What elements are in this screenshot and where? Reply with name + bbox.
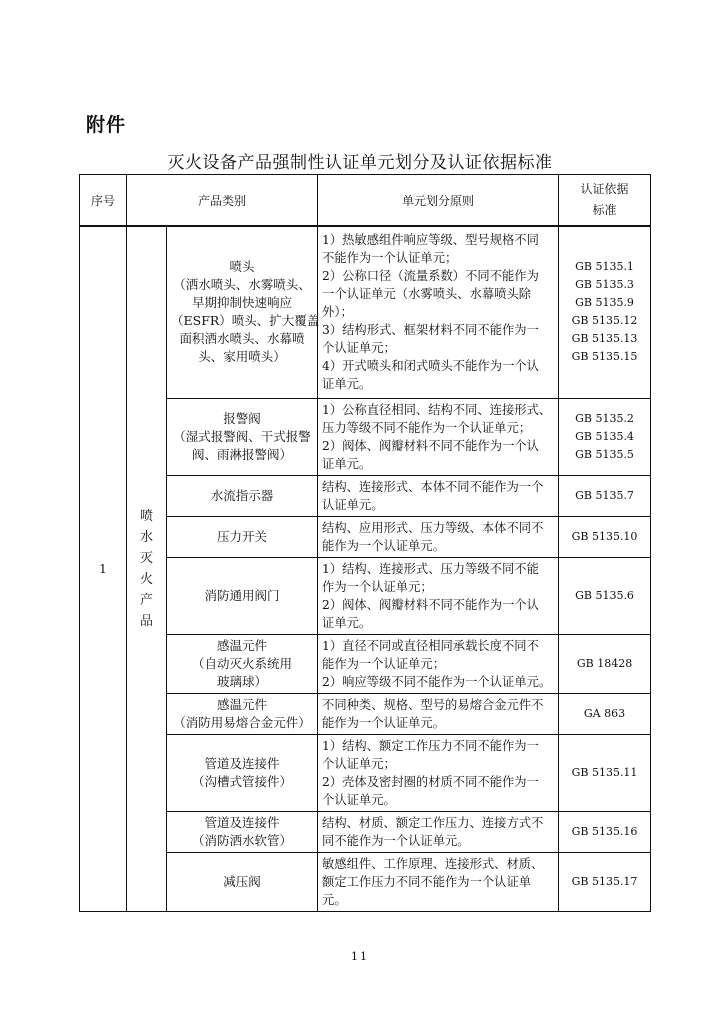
- product-line: （沟槽式管接件）: [192, 773, 293, 789]
- product-cell: [167, 734, 318, 811]
- rule-line: 2）公称口径（流量系数）不同不能作为: [322, 269, 539, 284]
- standard-line: GB 5135.7: [575, 488, 634, 502]
- product-line: （自动灭火系统用: [192, 655, 293, 671]
- standard-line: GB 5135.11: [571, 765, 638, 779]
- standard-cell: [559, 734, 651, 811]
- certification-table: [79, 174, 651, 912]
- product-cell: [167, 693, 318, 734]
- rule-line: 1）直径不同或直径相同承载长度不同不: [322, 638, 539, 653]
- rule-line: 压力等级不同不能作为一个认证单元；: [322, 420, 532, 435]
- rule-line: 个认证单元；: [322, 756, 396, 771]
- product-category-cell: [127, 226, 167, 911]
- standard-line: GB 5135.12: [571, 314, 638, 328]
- rule-line: 元。: [322, 892, 347, 907]
- product-line: 报警阀: [223, 410, 261, 426]
- rule-line: 个认证单元；: [322, 341, 396, 356]
- standard-line: GB 5135.15: [571, 350, 638, 364]
- header-standard-line: 认证依据: [580, 182, 629, 196]
- standard-cell: [559, 557, 651, 634]
- product-cell: [167, 516, 318, 557]
- rule-cell: [318, 634, 559, 693]
- standard-line: GB 5135.5: [575, 447, 634, 461]
- product-line: 面积洒水喷头、水幕喷: [179, 331, 305, 347]
- rule-line: 不能作为一个认证单元；: [322, 251, 458, 266]
- attachment-heading: 附件: [86, 114, 127, 136]
- product-cell: [167, 634, 318, 693]
- rule-line: 能作为一个认证单元；: [322, 656, 445, 671]
- header-standard: [559, 175, 651, 227]
- standard-line: GB 5135.13: [571, 332, 638, 346]
- rule-line: 2）阀体、阀瓣材料不同不能作为一个认: [322, 438, 539, 453]
- rule-line: 能作为一个认证单元。: [322, 538, 445, 553]
- product-cell: [167, 475, 318, 516]
- rule-line: 敏感组件、工作原理、连接形式、材质、: [322, 856, 544, 871]
- rule-cell: [318, 852, 559, 911]
- standard-cell: [559, 475, 651, 516]
- standard-line: GB 18428: [576, 656, 633, 670]
- header-rule: 单元划分原则: [318, 175, 559, 227]
- rule-line: 1）公称直径相同、结构不同、连接形式、: [322, 402, 552, 417]
- rule-line: 个认证单元。: [322, 792, 396, 807]
- standard-cell: [559, 516, 651, 557]
- standard-line: GB 5135.2: [575, 411, 634, 425]
- standard-line: GB 5135.1: [575, 260, 634, 274]
- rule-line: 结构、材质、额定工作压力、连接方式不: [322, 815, 544, 830]
- product-line: 阀、雨淋报警阀）: [192, 446, 293, 462]
- product-cell: [167, 811, 318, 852]
- rule-line: 同不能作为一个认证单元。: [322, 833, 470, 848]
- rule-cell: [318, 398, 559, 475]
- standard-cell: [559, 634, 651, 693]
- rule-line: 结构、连接形式、本体不同不能作为一个: [322, 479, 544, 494]
- rule-line: 外）；: [322, 305, 353, 320]
- header-seq: 序号: [80, 175, 127, 227]
- product-line: 管道及连接件: [204, 814, 280, 830]
- product-line: 压力开关: [217, 528, 268, 544]
- document-title: 灭火设备产品强制性认证单元划分及认证依据标准: [167, 153, 553, 173]
- rule-line: 1）热敏感组件响应等级、型号规格不同: [322, 233, 539, 248]
- standard-line: GB 5135.10: [571, 529, 638, 543]
- rule-line: 2）壳体及密封圈的材质不同不能作为一: [322, 774, 539, 789]
- product-line: （洒水喷头、水雾喷头、: [173, 277, 311, 293]
- product-line: （湿式报警阀、干式报警: [173, 428, 311, 444]
- standard-line: GB 5135.4: [575, 429, 634, 443]
- product-line: 喷头: [229, 259, 255, 275]
- rule-line: 证单元。: [322, 615, 372, 630]
- table-row: [80, 226, 651, 398]
- standard-line: GB 5135.6: [575, 588, 634, 602]
- standard-cell: [559, 398, 651, 475]
- rule-line: 2）阀体、阀瓣材料不同不能作为一个认: [322, 597, 539, 612]
- product-line: 消防通用阀门: [204, 587, 280, 603]
- product-line: 早期抑制快速响应: [192, 295, 293, 311]
- standard-line: GB 5135.3: [575, 278, 634, 292]
- page-number: 11: [351, 950, 369, 963]
- rule-line: 1）结构、连接形式、压力等级不同不能: [322, 561, 539, 576]
- rule-line: 2）响应等级不同不能作为一个认证单元。: [322, 674, 552, 689]
- rule-line: 证单元。: [322, 377, 372, 392]
- rule-cell: [318, 516, 559, 557]
- product-cell: [167, 852, 318, 911]
- rule-line: 证单元。: [322, 456, 372, 471]
- standard-line: GB 5135.17: [571, 874, 638, 888]
- rule-line: 作为一个认证单元；: [322, 579, 433, 594]
- product-line: （消防用易熔合金元件）: [173, 714, 311, 730]
- table-header-row: [80, 175, 651, 227]
- product-cell: [167, 226, 318, 398]
- rule-line: 1）结构、额定工作压力不同不能作为一: [322, 738, 539, 753]
- product-cell: [167, 398, 318, 475]
- rule-line: 额定工作压力不同不能作为一个认证单: [322, 874, 532, 889]
- product-line: 减压阀: [223, 873, 261, 889]
- row-seq-cell: 1: [80, 226, 127, 911]
- product-line: 玻璃球）: [217, 673, 268, 689]
- rule-cell: [318, 557, 559, 634]
- rule-line: 认证单元。: [322, 497, 384, 512]
- rule-line: 4）开式喷头和闭式喷头不能作为一个认: [322, 359, 539, 374]
- product-line: （ESFR）喷头、扩大覆盖: [171, 313, 320, 329]
- standard-cell: [559, 852, 651, 911]
- rule-cell: [318, 226, 559, 398]
- rule-line: 一个认证单元（水雾喷头、水幕喷头除: [322, 287, 532, 302]
- product-line: 感温元件: [217, 637, 268, 653]
- standard-line: GB 5135.16: [571, 824, 638, 838]
- rule-cell: [318, 475, 559, 516]
- product-line: （消防洒水软管）: [192, 832, 293, 848]
- rule-line: 结构、应用形式、压力等级、本体不同不: [322, 520, 544, 535]
- standard-line: GA 863: [583, 706, 626, 720]
- header-category: 产品类别: [127, 175, 318, 227]
- standard-cell: [559, 693, 651, 734]
- standard-line: GB 5135.9: [575, 296, 634, 310]
- rule-line: 能作为一个认证单元。: [322, 715, 445, 730]
- rule-line: 3）结构形式、框架材料不同不能作为一: [322, 323, 539, 338]
- standard-cell: [559, 811, 651, 852]
- header-standard-line: 标准: [592, 203, 617, 217]
- product-line: 头、家用喷头）: [198, 349, 286, 365]
- product-line: 感温元件: [217, 696, 268, 712]
- rule-cell: [318, 734, 559, 811]
- product-cell: [167, 557, 318, 634]
- standard-cell: [559, 226, 651, 398]
- rule-cell: [318, 693, 559, 734]
- product-line: 水流指示器: [210, 487, 274, 503]
- product-category-label: 喷水灭火产品: [139, 508, 153, 629]
- rule-line: 不同种类、规格、型号的易熔合金元件不: [322, 697, 544, 712]
- rule-cell: [318, 811, 559, 852]
- product-line: 管道及连接件: [204, 755, 280, 771]
